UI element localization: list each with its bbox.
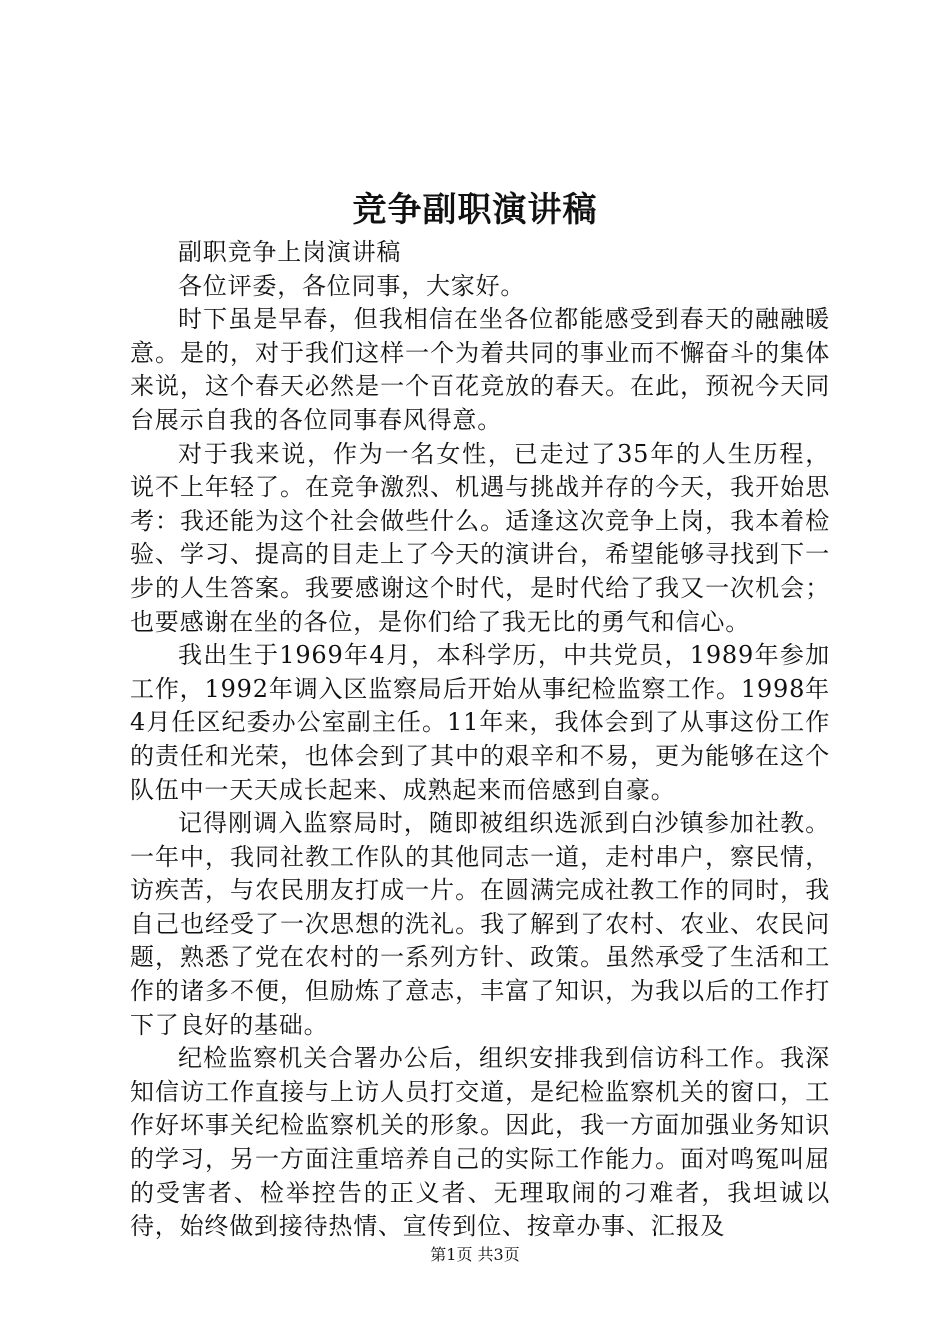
paragraph-greeting: 各位评委，各位同事，大家好。	[178, 271, 526, 300]
paragraph: 记得刚调入监察局时，随即被组织选派到白沙镇参加社教。一年中，我同社教工作队的其他同志一道，走村串户，察民情，访疾苦，与农民朋友打成一片。在圆满完成社教工作的同时，我自己也经受了一次思想的洗礼。我了解到了农村、农业、农民问题，熟悉了党在农村的一系列方针、政策。虽然承受了生活和工作的诸多不便，但励炼了意志，丰富了知识，为我以后的工作打下了良好的基础。	[130, 809, 830, 1039]
document-body	[130, 236, 830, 1244]
paragraph: 纪检监察机关合署办公后，组织安排我到信访科工作。我深知信访工作直接与上访人员打交道，是纪检监察机关的窗口，工作好坏事关纪检监察机关的形象。因此，我一方面加强业务知识的学习，另一方面注重培养自己的实际工作能力。面对鸣冤叫屈的受害者、检举控告的正义者、无理取闹的刁难者，我坦诚以待，始终做到接待热情、宣传到位、按章办事、汇报及	[130, 1044, 830, 1241]
document-title: 竞争副职演讲稿	[352, 190, 598, 230]
paragraph: 对于我来说，作为一名女性，已走过了35年的人生历程，说不上年轻了。在竞争激烈、机遇与挑战并存的今天，我开始思考：我还能为这个社会做些什么。适逢这次竞争上岗，我本着检验、学习、提高的目走上了今天的演讲台，希望能够寻找到下一步的人生答案。我要感谢这个时代，是时代给了我又一次机会；也要感谢在坐的各位，是你们给了我无比的勇气和信心。	[130, 439, 830, 636]
page-number-footer: 第1页 共3页	[430, 1245, 520, 1264]
paragraph: 我出生于1969年4月，本科学历，中共党员，1989年参加工作，1992年调入区监察局后开始从事纪检监察工作。1998年4月任区纪委办公室副主任。11年来，我体会到了从事这份工作的责任和光荣，也体会到了其中的艰辛和不易，更为能够在这个队伍中一天天成长起来、成熟起来而倍感到自豪。	[130, 641, 830, 804]
paragraph-subtitle: 副职竞争上岗演讲稿	[178, 238, 402, 266]
paragraph: 时下虽是早春，但我相信在坐各位都能感受到春天的融融暖意。是的，对于我们这样一个为着共同的事业而不懈奋斗的集体来说，这个春天必然是一个百花竞放的春天。在此，预祝今天同台展示自我的各位同事春风得意。	[130, 305, 830, 434]
